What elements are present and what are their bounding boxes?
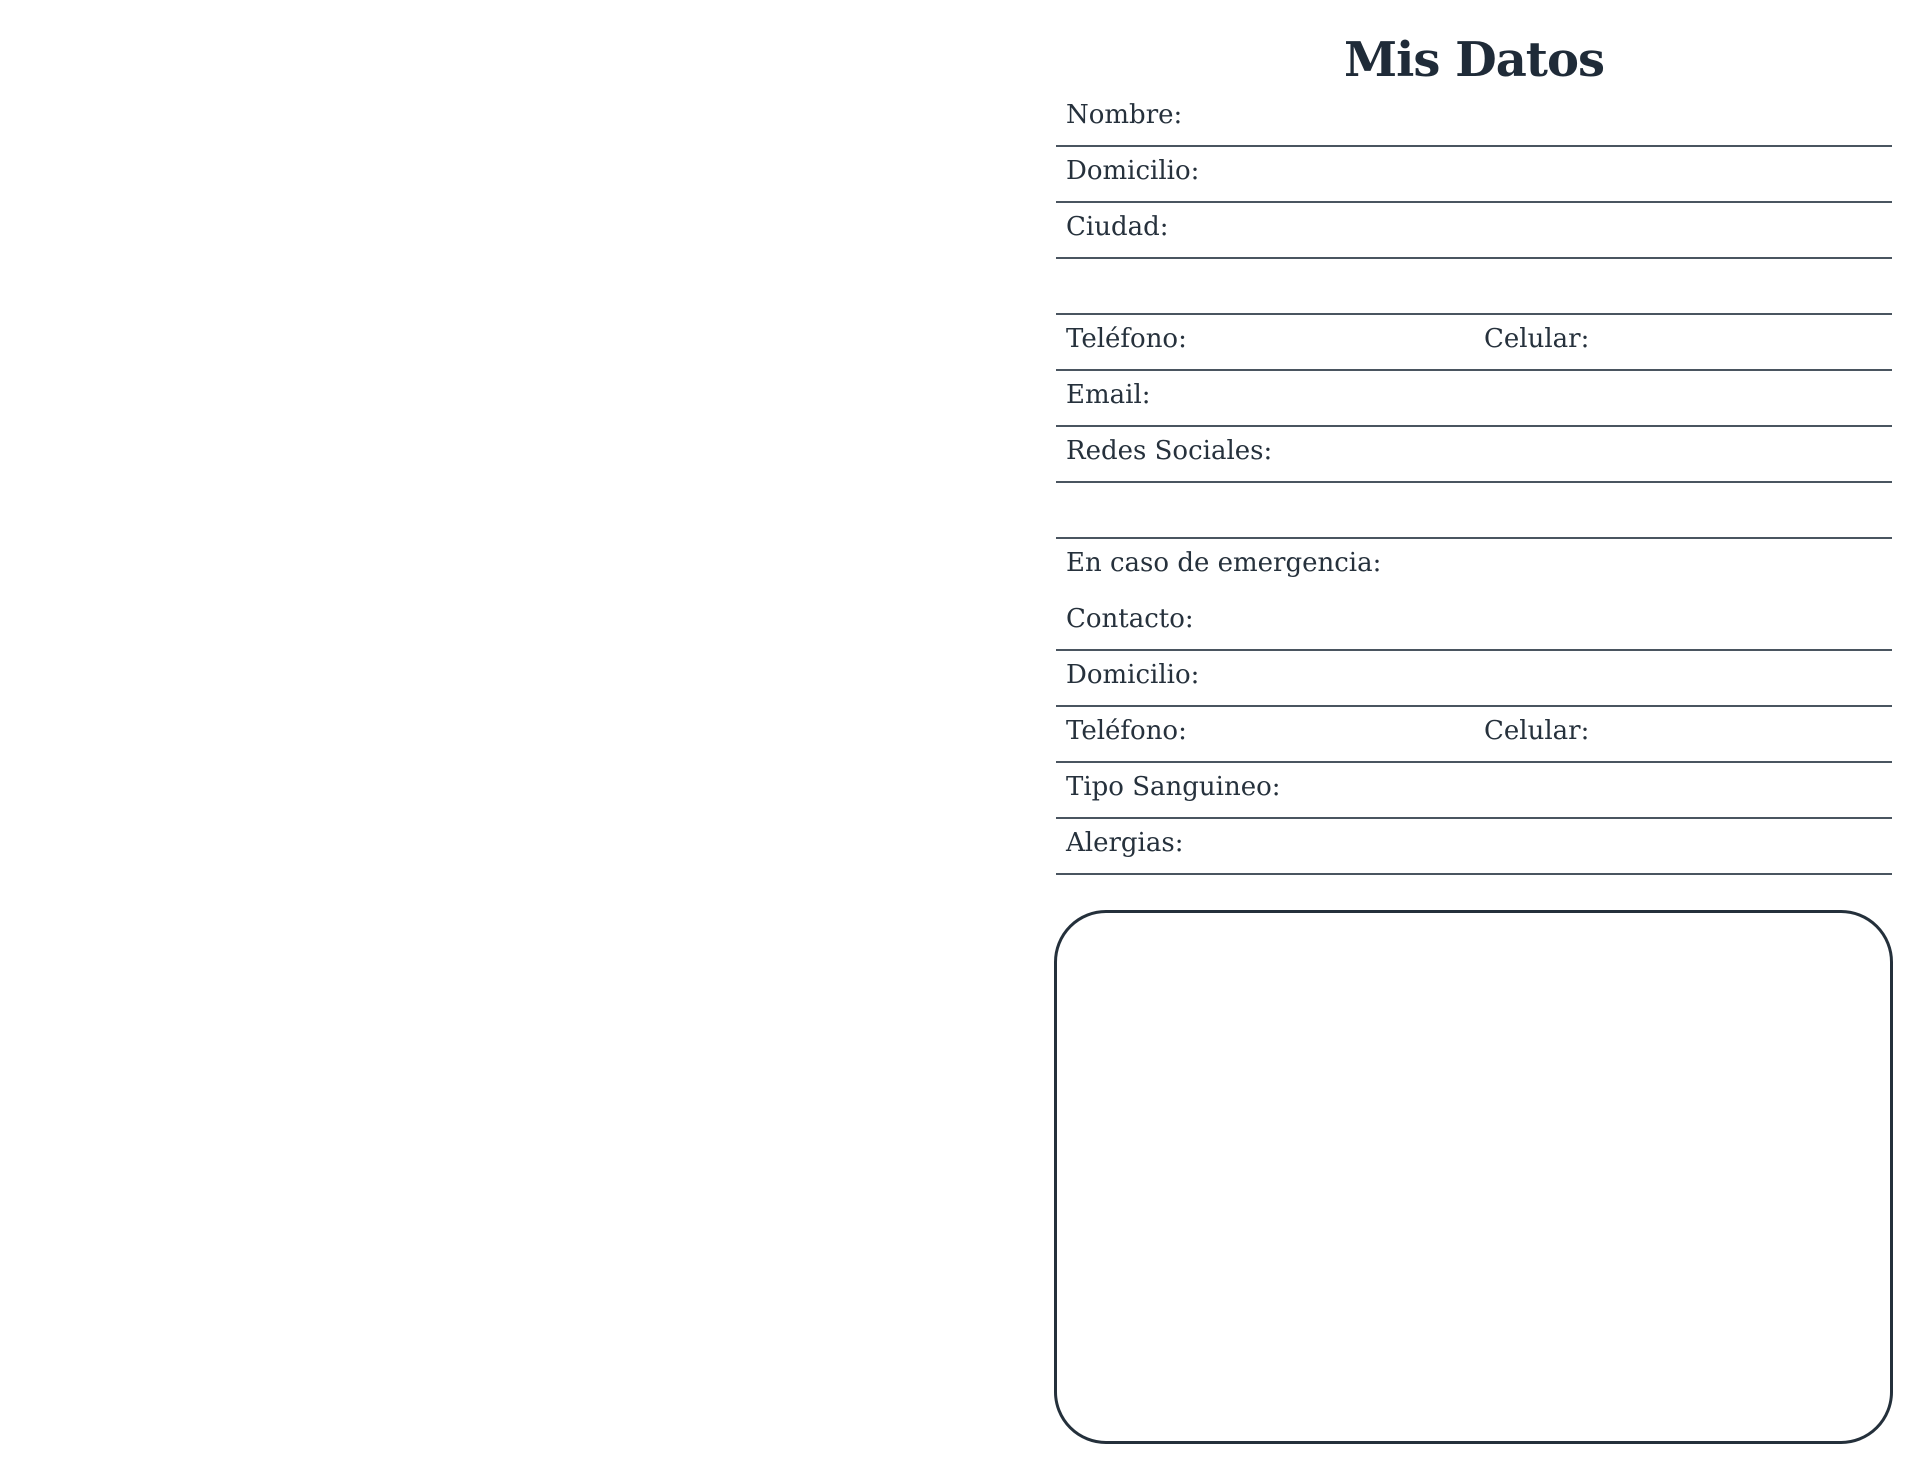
form-row[interactable] bbox=[1056, 203, 1892, 259]
form-row[interactable] bbox=[1056, 763, 1892, 819]
field-label: Ciudad: bbox=[1066, 212, 1169, 242]
field-label: Tipo Sanguineo: bbox=[1066, 772, 1281, 802]
form-row[interactable] bbox=[1056, 259, 1892, 315]
form-row[interactable] bbox=[1056, 315, 1892, 371]
field-label-secondary: Celular: bbox=[1484, 324, 1590, 354]
form-row[interactable] bbox=[1056, 483, 1892, 539]
field-label: Teléfono: bbox=[1066, 716, 1187, 746]
form-row[interactable] bbox=[1056, 651, 1892, 707]
form-row[interactable] bbox=[1056, 539, 1892, 595]
form-row[interactable] bbox=[1056, 427, 1892, 483]
form-row[interactable] bbox=[1056, 707, 1892, 763]
field-label: En caso de emergencia: bbox=[1066, 548, 1382, 578]
form-row[interactable] bbox=[1056, 91, 1892, 147]
field-label: Domicilio: bbox=[1066, 156, 1200, 186]
form-row[interactable] bbox=[1056, 371, 1892, 427]
field-label: Teléfono: bbox=[1066, 324, 1187, 354]
field-label: Domicilio: bbox=[1066, 660, 1200, 690]
field-label: Nombre: bbox=[1066, 100, 1183, 130]
field-label: Email: bbox=[1066, 380, 1151, 410]
field-label-secondary: Celular: bbox=[1484, 716, 1590, 746]
form-row[interactable] bbox=[1056, 819, 1892, 875]
personal-data-form bbox=[1056, 91, 1892, 875]
field-label: Alergias: bbox=[1066, 828, 1184, 858]
field-label: Redes Sociales: bbox=[1066, 436, 1273, 466]
form-row[interactable] bbox=[1056, 147, 1892, 203]
field-label: Contacto: bbox=[1066, 604, 1194, 634]
form-row[interactable] bbox=[1056, 595, 1892, 651]
photo-box bbox=[1054, 910, 1893, 1444]
page-title: Mis Datos bbox=[1343, 32, 1605, 88]
